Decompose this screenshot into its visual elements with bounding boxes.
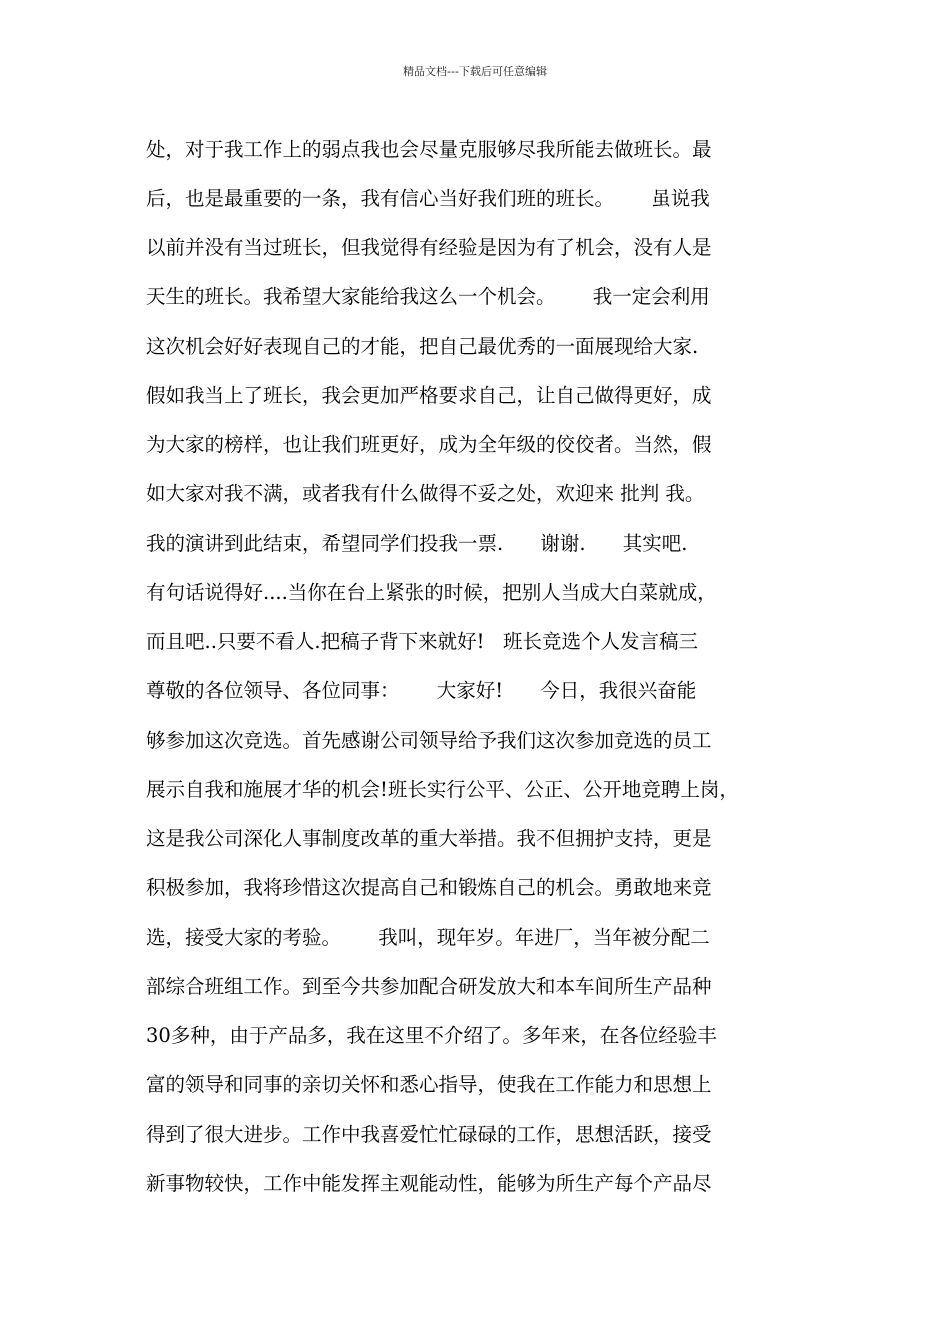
text-line: 后，也是最重要的一条，我有信心当好我们班的班长。 虽说我 (146, 187, 710, 210)
text-line: 有句话说得好....当你在台上紧张的时候，把别人当成大白菜就成， (146, 581, 717, 604)
text-line: 我的演讲到此结束，希望同学们投我一票. 谢谢. 其实吧. (146, 532, 688, 555)
text-line: 选，接受大家的考验。 我叫，现年岁。年进厂，当年被分配二 (146, 926, 710, 949)
text-line: 富的领导和同事的亲切关怀和悉心指导，使我在工作能力和思想上 (146, 1073, 712, 1096)
text-line: 积极参加，我将珍惜这次提高自己和锻炼自己的机会。勇敢地来竞 (146, 876, 712, 899)
text-line: 展示自我和施展才华的机会!班长实行公平、公正、公开地竞聘上岗， (146, 778, 739, 801)
text-line: 够参加这次竞选。首先感谢公司领导给予我们这次参加竞选的员工 (146, 729, 712, 752)
text-line: 新事物较快，工作中能发挥主观能动性，能够为所生产每个产品尽 (146, 1172, 712, 1195)
text-line: 以前并没有当过班长，但我觉得有经验是因为有了机会，没有人是 (146, 236, 712, 259)
text-line: 30多种，由于产品多，我在这里不介绍了。多年来，在各位经验丰 (146, 1024, 717, 1047)
text-line: 处，对于我工作上的弱点我也会尽量克服够尽我所能去做班长。最 (146, 138, 712, 161)
text-line: 假如我当上了班长，我会更加严格要求自己，让自己做得更好，成 (146, 384, 712, 407)
text-line: 部综合班组工作。到至今共参加配合研发放大和本车间所生产品种 (146, 975, 712, 998)
page-header: 精品文档---下载后可任意编辑 (403, 65, 547, 78)
text-line: 这次机会好好表现自己的才能，把自己最优秀的一面展现给大家. (146, 335, 699, 358)
text-line: 尊敬的各位领导、各位同事： 大家好! 今日，我很兴奋能 (146, 679, 697, 702)
text-line: 得到了很大进步。工作中我喜爱忙忙碌碌的工作，思想活跃，接受 (146, 1123, 712, 1146)
text-line: 如大家对我不满，或者我有什么做得不妥之处，欢迎来 批判 我。 (146, 482, 705, 505)
text-line: 天生的班长。我希望大家能给我这么一个机会。 我一定会利用 (146, 285, 710, 308)
text-line: 为大家的榜样，也让我们班更好，成为全年级的佼佼者。当然，假 (146, 433, 712, 456)
text-line: 而且吧..只要不看人.把稿子背下来就好! 班长竞选个人发言稿三 (146, 630, 699, 653)
text-line: 这是我公司深化人事制度改革的重大举措。我不但拥护支持，更是 (146, 827, 712, 850)
